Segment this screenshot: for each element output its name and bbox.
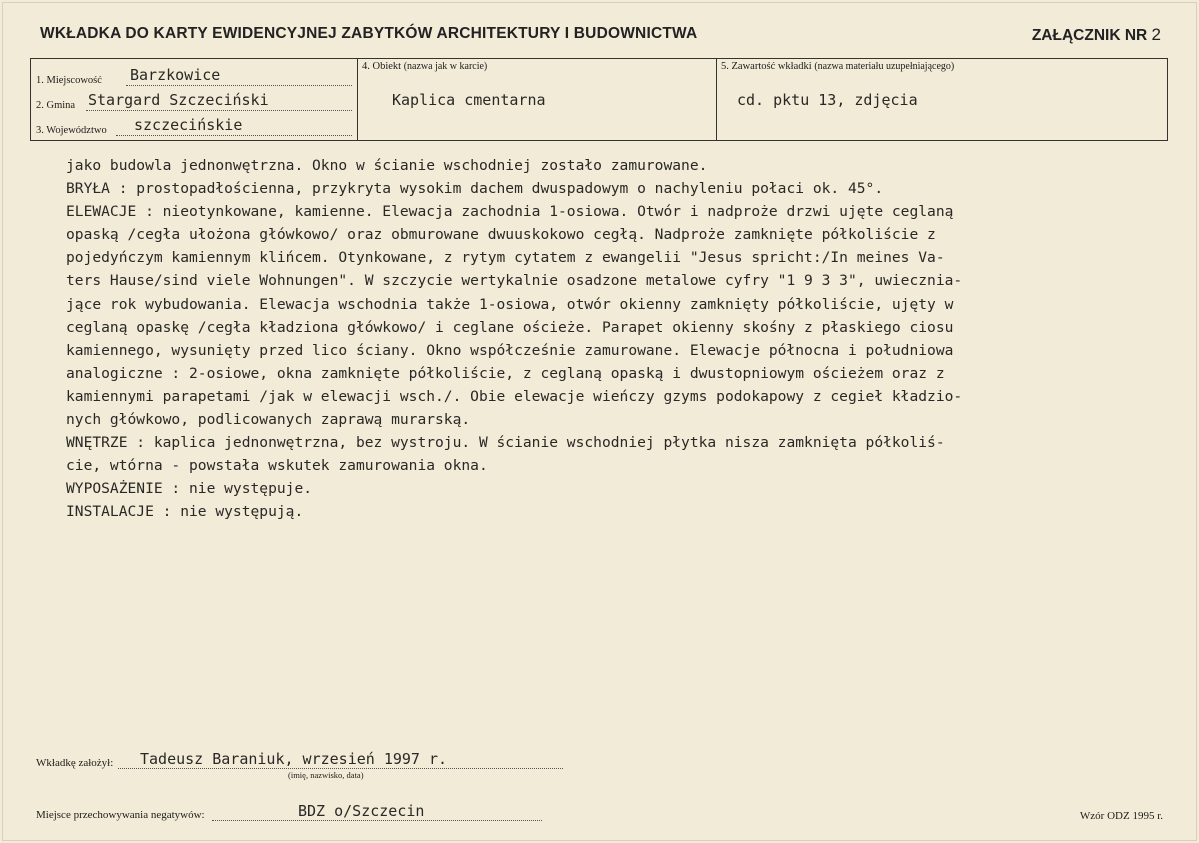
field-miejscowosc [36,66,352,86]
dotted-line [126,85,352,86]
column-divider [716,59,717,140]
field-obiekt-label: 4. Obiekt (nazwa jak w karcie) [362,61,488,72]
text-line: kamiennymi parapetami /jak w elewacji wsch./. Obie elewacje wieńczy gzyms podokapowy z cegieł kładzio- [66,387,963,405]
field-note: (nazwa jak w karcie) [403,61,488,72]
field-value: szczecińskie [134,116,243,134]
text-line: cie, wtórna - powstała wskutek zamurowania okna. [66,457,488,475]
form-model: Wzór ODZ 1995 r. [1079,810,1163,822]
field-zawartosc-label: 5. Zawartość wkładki (nazwa materiału uzupełniającego) [721,61,955,72]
text-line: ELEWACJE : nieotynkowane, kamienne. Elewacja zachodnia 1-osiowa. Otwór i nadproże drzwi ujęte ceglaną [66,203,954,221]
founder-label: Wkładkę założył: [36,757,114,769]
description-text [66,154,1166,524]
text-line: ters Hause/sind viele Wohnungen". W szczycie wertykalnie osadzone metalowe cyfry "1 9 3 3", uwiecznia- [66,272,963,290]
text-line: jące rok wybudowania. Elewacja wschodnia także 1-osiowa, otwór okienny zamknięty półkoliście, ujęty w [66,295,954,313]
field-wojewodztwo [36,116,352,136]
text-line: WYPOSAŻENIE : nie występuje. [66,480,313,498]
field-label: 1. Miejscowość [36,75,102,86]
founder-value: Tadeusz Baraniuk, wrzesień 1997 r. [140,750,448,768]
text-line: jako budowla jednonwętrzna. Okno w ścianie wschodniej zostało zamurowane. [66,157,708,174]
field-value: Stargard Szczeciński [88,91,269,109]
field-note: (nazwa materiału uzupełniającego) [814,61,955,72]
field-label: 3. Województwo [36,125,107,136]
text-line: WNĘTRZE : kaplica jednonwętrzna, bez wystroju. W ścianie wschodniej płytka nisza zamknięta półkoliś- [66,434,945,452]
dotted-line [86,110,352,111]
form-title: WKŁADKA DO KARTY EWIDENCYJNEJ ZABYTKÓW ARCHITEKTURY I BUDOWNICTWA [40,25,698,42]
text-line: pojedyńczym kamiennym klińcem. Otynkowane, z rytym cytatem z ewangelii "Jesus spricht:/In meines Va- [66,249,945,267]
field-label: 2. Gmina [36,100,76,111]
annex-value: 2 [1151,25,1161,44]
text-line: analogiczne : 2-osiowe, okna zamknięte półkoliście, z ceglaną opaską i dwustopniowym ościeżem oraz z [66,364,945,382]
text-line: ceglaną opaskę /cegła kładziona główkowo/ i ceglane ościeże. Parapet okienny skośny z płaskiego ciosu [66,318,954,336]
field-obiekt-value: Kaplica cmentarna [392,91,546,109]
field-value: Barzkowice [130,66,221,84]
negatives-value: BDZ o/Szczecin [298,802,425,820]
annex-number [1032,25,1161,45]
field-gmina [36,91,352,111]
dotted-line [116,135,352,136]
text-line: kamiennego, wysunięty przed lico ściany. Okno współcześnie zamurowane. Elewacje północna i południowa [66,341,954,359]
text-line: BRYŁA : prostopadłościenna, przykryta wysokim dachem dwuspadowym o nachyleniu połaci ok. 45°. [66,180,884,198]
dotted-line [212,820,542,821]
dotted-line [118,768,563,769]
negatives-label: Miejsce przechowywania negatywów: [36,809,205,821]
column-divider [357,59,358,140]
founder-caption: (imię, nazwisko, data) [288,770,364,780]
text-line: nych główkowo, podlicowanych zaprawą murarską. [66,411,471,429]
annex-label: ZAŁĄCZNIK NR [1031,27,1148,44]
text-line: opaską /cegła ułożona główkowo/ oraz obmurowane dwuuskokowo cegłą. Nadproże zamknięte półkoliście z [66,226,936,244]
text-line: INSTALACJE : nie występują. [66,503,304,521]
field-zawartosc-value: cd. pktu 13, zdjęcia [737,91,918,109]
